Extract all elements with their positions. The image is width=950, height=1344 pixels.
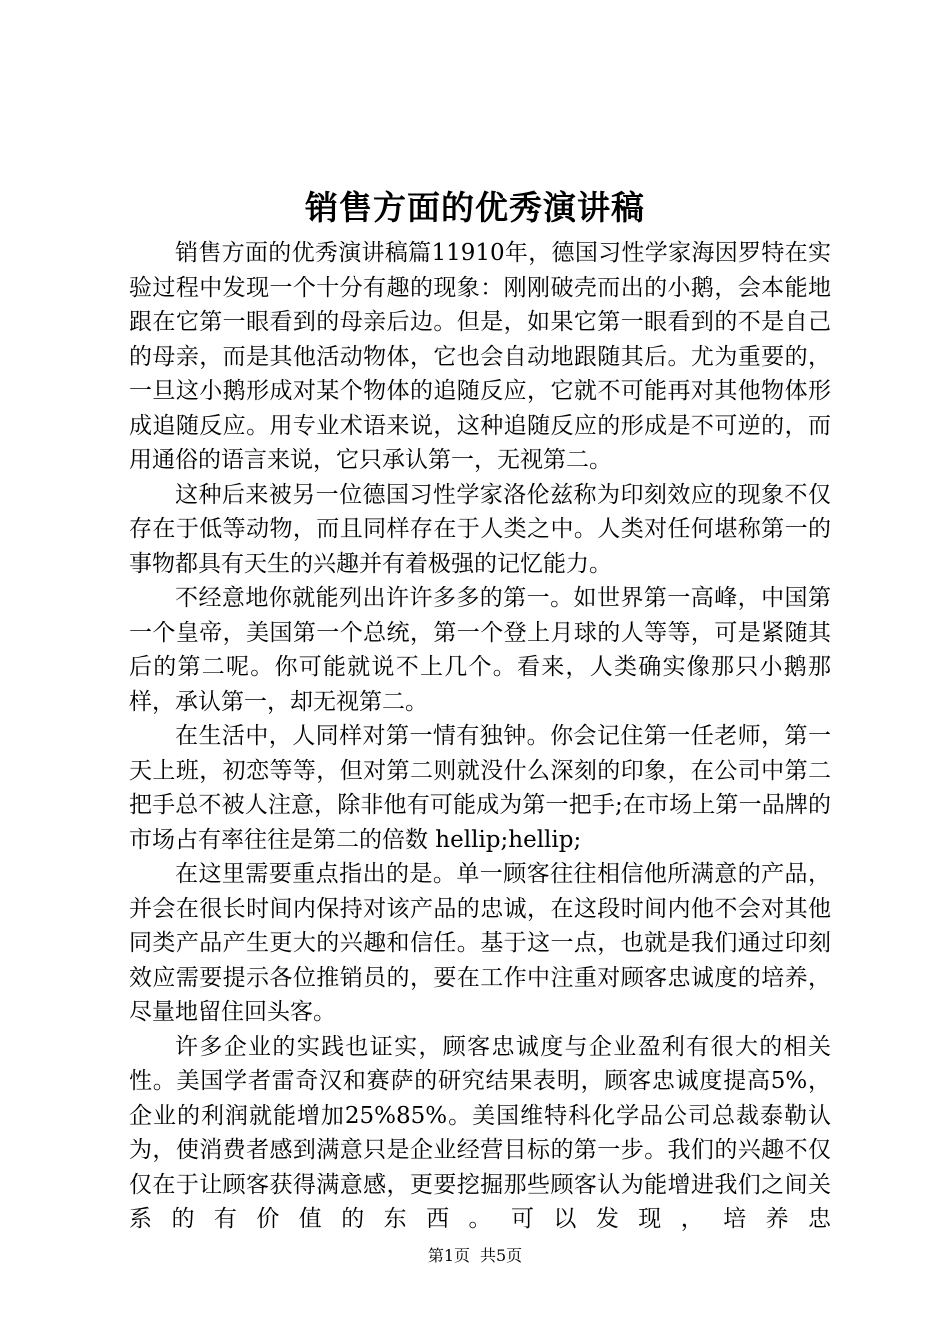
document-body xyxy=(129,236,831,1237)
page-footer xyxy=(0,1246,950,1266)
paragraph-3: 不经意地你就能列出许许多多的第一。如世界第一高峰，中国第一个皇帝，美国第一个总统，第一个登上月球的人等等，可是紧随其后的第二呢。你可能就说不上几个。看来，人类确实像那只小鹅那样，承认第一，却无视第二。 xyxy=(129,585,831,715)
paragraph-1: 销售方面的优秀演讲稿篇11910年，德国习性学家海因罗特在实验过程中发现一个十分有趣的现象：刚刚破壳而出的小鹅，会本能地跟在它第一眼看到的母亲后边。但是，如果它第一眼看到的不是自己的母亲，而是其他活动物体，它也会自动地跟随其后。尤为重要的，一旦这小鹅形成对某个物体的追随反应，它就不可能再对其他物体形成追随反应。用专业术语来说，这种追随反应的形成是不可逆的，而用通俗的语言来说，它只承认第一，无视第二。 xyxy=(129,240,831,473)
paragraph-5: 在这里需要重点指出的是。单一顾客往往相信他所满意的产品，并会在很长时间内保持对该产品的忠诚，在这段时间内他不会对其他同类产品产生更大的兴趣和信任。基于这一点，也就是我们通过印刻效应需要提示各位推销员的，要在工作中注重对顾客忠诚度的培养，尽量地留住回头客。 xyxy=(129,861,831,1025)
paragraph-2: 这种后来被另一位德国习性学家洛伦兹称为印刻效应的现象不仅存在于低等动物，而且同样存在于人类之中。人类对任何堪称第一的事物都具有天生的兴趣并有着极强的记忆能力。 xyxy=(129,481,831,577)
page-total: 共5页 xyxy=(480,1246,523,1265)
paragraph-4: 在生活中，人同样对第一情有独钟。你会记住第一任老师，第一天上班，初恋等等，但对第二则就没什么深刻的印象，在公司中第二把手总不被人注意，除非他有可能成为第一把手;在市场上第一品牌的市场占有率往往是第二的倍数 hellip;hellip; xyxy=(129,723,831,853)
document-title: 销售方面的优秀演讲稿 xyxy=(305,188,645,227)
page-number: 第1页 xyxy=(427,1246,470,1265)
paragraph-6: 许多企业的实践也证实，顾客忠诚度与企业盈利有很大的相关性。美国学者雷奇汉和赛萨的研究结果表明，顾客忠诚度提高5%，企业的利润就能增加25%85%。美国维特科化学品公司总裁泰勒认为，使消费者感到满意只是企业经营目标的第一步。我们的兴趣不仅仅在于让顾客获得满意感，更要挖掘那些顾客认为能增进我们之间关系的有价值的东西。可以发现，培养忠 xyxy=(129,1033,831,1232)
